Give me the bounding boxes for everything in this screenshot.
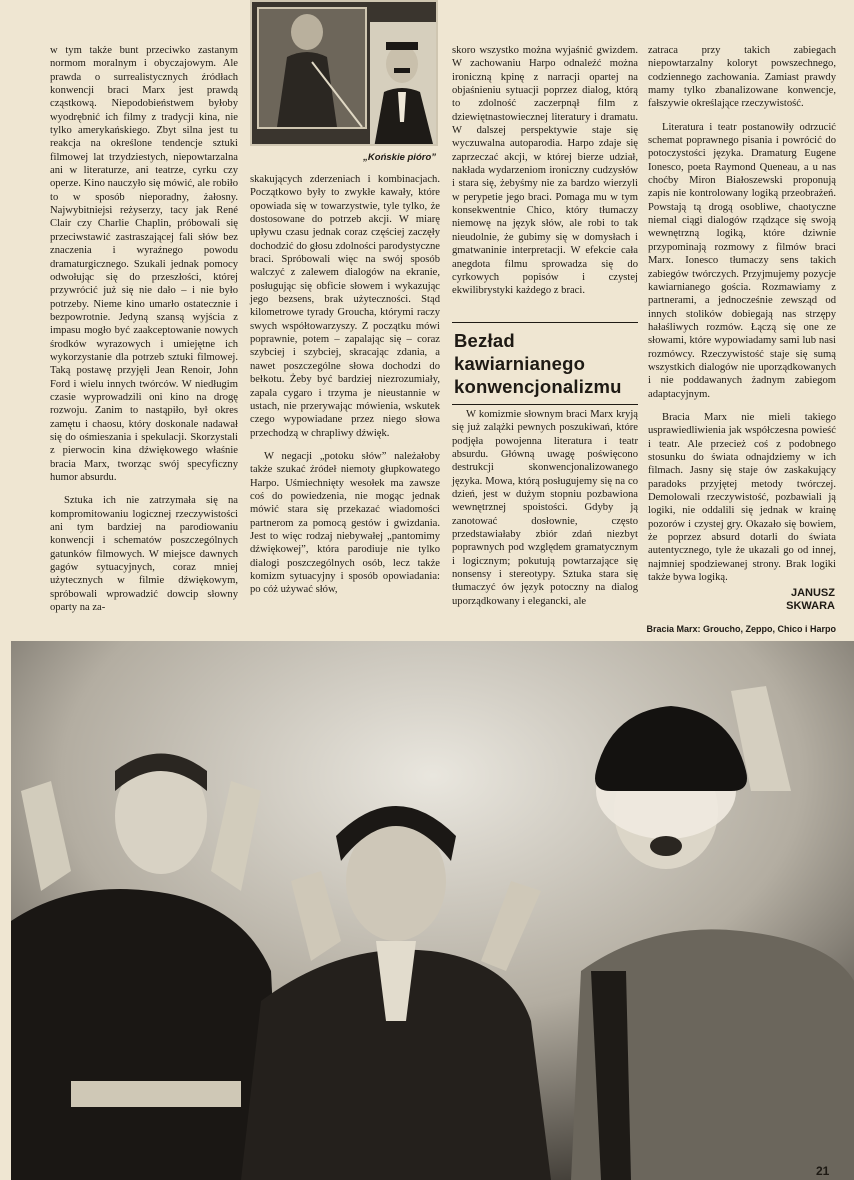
marx-brothers-photo — [11, 641, 854, 1180]
article-column-2 — [250, 173, 440, 607]
paragraph: w tym także bunt przeciwko zastanym normom moralnym i obyczajowym. Ale prawda o surrealistycznych źródłach konwencji braci Marx jest prawdą cząstkową. Niepodobieństwem byłoby wyodrębnić ich filmy z tradycji kina, nie tylko amerykańskiego. Zbyt silna jest tu reakcja na określone tendencje sztuki filmowej lat trzydziestych, niepowtarzalna ani w literaturze, ani teatrze, cyrku czy operze. Kino nauczyło się mówić, ale robiło to w sposób nieporadny, żałosny. Najwybitniejsi reżyserzy, tacy jak René Clair czy Charlie Chaplin, próbowali się przeciwstawić zastraszającej fali słów bez znaczenia i wyraźnego powodu dramaturgicznego. Szukali jednak pomocy odwołując się do przeszłości, której przywrócić już się nie dało – i nie było potrzeby. Nieme kino umarło ostatecznie i bezpowrotnie. Jedyną szansą wyjścia z impasu mogło być zaakceptowanie nowych środków wyrazowych i umiejętne ich wykorzystanie dla potrzeb sztuki filmowej. Taką postawę przyjęli Jean Renoir, John Ford i wielu innych twórców. W niedługim czasie wyprowadzili oni kino na drogę rozwoju. Zanim to nastąpiło, był okres zamętu i chaosu, który doskonale nadawał się do ośmieszania i spekulacji. Skorzystali z pierwocin kina dźwiękowego właśnie bracia Marx, tworząc swój specyficzny humor absurdu. — [50, 45, 238, 483]
paragraph: W komizmie słownym braci Marx kryją się już zalążki pewnych poszukiwań, które podjęła powojenna literatura i teatr absurdu. Główną uwagę poświęcono destrukcji skonwencjonalizowanego języka. Mowa, którą posługujemy się na co dzień, jest w dużym stopniu pozbawiona wewnętrznej spoistości. Gdyby ją zanotować dosłownie, często przedstawiałaby zbiór zdań niezbyt poprawnych pod względem gramatycznym i logicznym; pokutują powtarzające się nonsensy i stereotypy. Sztuka stara się tłumaczyć ów język potoczny na dialog uporządkowany i elegancki, ale — [452, 409, 638, 607]
paragraph: Bracia Marx nie mieli takiego usprawiedliwienia jak współczesna powieść i teatr. Ale przecież coś z podobnego stosunku do świata odnajdziemy w ich filmach. Jasny się staje ów zaskakujący paradoks przyjętej metody twórczej. Demolowali rzeczywistość, pozbawiali ją logiki, nie oddalili się jednak w krainę pozorów i czystej gry. Okazało się bowiem, że poprzez absurd dotarli do świata autentycznego, tyle że ukazali go od innej, najmniej spodziewanej strony. Brak logiki także bywa logiką. — [648, 411, 836, 584]
section-heading — [452, 322, 638, 405]
heading-line: konwencjonalizmu — [454, 376, 622, 397]
marx-brothers-illustration — [11, 641, 854, 1180]
article-column-1 — [50, 44, 238, 624]
photo-caption-bottom: Bracia Marx: Groucho, Zeppo, Chico i Harpo — [646, 624, 836, 634]
page-number: 21 — [816, 1164, 830, 1178]
paragraph: skoro wszystko można wyjaśnić gwizdem. W zachowaniu Harpo odnaleźć można ironiczną kpinę z narracji opartej na objaśnieniu sytuacji poprzez dialog, którą to zdolność zaczerpnął film z dziewiętnastowiecznej literatury i dramatu. W dalszej perspektywie staje się wyczuwalna autoparodia. Harpo zdaje się zaprzeczać akcji, w której bierze udział, nakłada wydarzeniom ironiczny cudzysłów i stara się, żebyśmy nie za bardzo wierzyli w perypetie jego braci. Pomaga mu w tym konsekwentnie Chico, który tłumaczy niemowę na język słów, ale robi to tak nieudolnie, że gubimy się w domysłach i gmatwaninie interpretacji. W efekcie cała anegdota filmu sprowadza się do cyrkowych popisów i czystej ekwilibrystyki każdego z braci. — [452, 45, 638, 297]
article-column-3 — [452, 44, 638, 308]
film-still-illustration — [252, 2, 438, 146]
author-last-name: SKWARA — [786, 600, 835, 612]
article-column-4 — [648, 44, 836, 594]
paragraph: Sztuka ich nie zatrzymała się na kompromitowaniu logicznej rzeczywistości ani tym bardziej na parodiowaniu konwencji i schematów poszczególnych gatunków filmowych. W miejsce dawnych gagów sytuacyjnych, coraz mniej użytecznych w filmie dźwiękowym, spróbowali wprowadzić dowcip słowny oparty na za- — [50, 495, 238, 614]
paragraph: zatraca przy takich zabiegach niepowtarzalny koloryt powszechnego, codziennego zachowania. Zamiast prawdy mamy tylko zbanalizowane konwencje, fałszywie określające rzeczywistość. — [648, 45, 836, 110]
heading-line: Bezład — [454, 330, 515, 351]
paragraph: skakujących zderzeniach i kombinacjach. Początkowo były to zwykłe kawały, które opowiada się w towarzystwie, tyle tylko, że dostosowane do potrzeb akcji. W miarę upływu czasu jednak coraz częściej zaczęły dochodzić do głosu zdolności parodystyczne braci. Spróbowali więc na swój sposób walczyć z zalewem dialogów na ekranie, posługując się obficie słowem i wykazując jego bezsens, brak użyteczności. Stąd kilometrowe tyrady Groucha, którymi raczy swych współtowarzyszy. Z początku mówi poprawnie, potem – zapalając się – coraz szybciej i szybciej, skracając zdania, a nawet poszczególne słowa dochodzi do bełkotu. Żeby być bardziej niezrozumiały, zapala cygaro i trzyma je nieustannie w ustach, nie przerywając mówienia, wskutek czego wypowiadane przez niego słowa przechodzą w chrapliwy dźwięk. — [250, 174, 440, 439]
author-signature — [700, 587, 835, 613]
author-first-name: JANUSZ — [790, 587, 835, 599]
photo-caption-top: „Końskie pióro” — [363, 152, 436, 163]
article-column-3-continued — [452, 408, 638, 618]
heading-line: kawiarnianego — [454, 353, 586, 374]
film-still-photo — [250, 0, 438, 146]
paragraph: W negacji „potoku słów” należałoby także szukać źródeł niemoty głupkowatego Harpo. Uśmiechnięty wesołek ma zawsze coś do powiedzenia, nie mogąc jednak mówić stara się przekazać wiadomości partnerom za pomocą gestów i gwizdania. Jest to więc rodzaj niebywałej „pantomimy dźwiękowej”, która parodiuje nie tylko dialogi poszczególnych osób, lecz także komizm sytuacyjny i sposób opowiadania: po cóż używać słów, — [250, 450, 440, 596]
paragraph: Literatura i teatr postanowiły odrzucić schemat poprawnego pisania i powrócić do potoczystości języka. Dramaturg Eugene Ionesco, poeta Raymond Queneau, a u nas choćby Miron Białoszewski proponują zapis nie kontrolowany logiką przeobrażeń. Powstają tą drogą osobliwe, chaotyczne niemal ciągi dialogów rządzące się swoją wewnętrzną logiką, które dziwnie przypominają rozmowy z filmów braci Marx. Ionesco tłumaczy sens takich zabiegów twórczych. Przyjmujemy pozycje kawiarnianego gościa. Rozmawiamy z partnerami, a jednocześnie zewsząd od innych stolików dobiegają nas strzępy hałaśliwych rozmów. Łączą się one ze słowami, które wypowiadamy sami lub nasi rozmówcy. Rzeczywistość staje się sumą wszystkich dialogów nie uporządkowanych i nie poddawanych żadnym zabiegom adaptacyjnym. — [648, 121, 836, 400]
